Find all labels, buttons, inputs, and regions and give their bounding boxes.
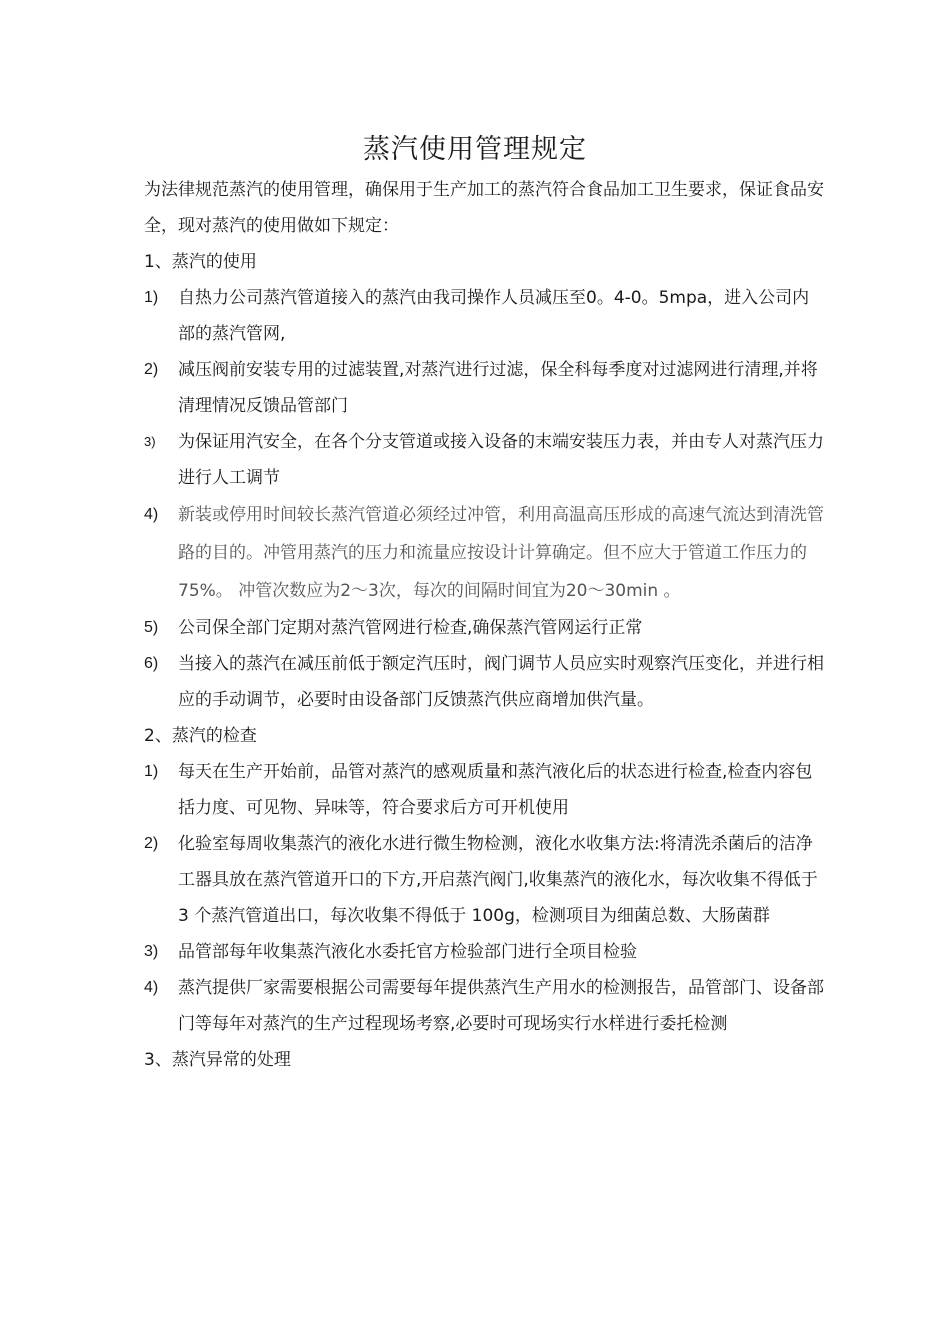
list-item: [144, 352, 824, 424]
list-item-text: 蒸汽提供厂家需要根据公司需要每年提供蒸汽生产用水的检测报告，品管部门、设备部门等每年对蒸汽的生产过程现场考察,必要时可现场实行水样进行委托检测: [178, 978, 824, 1034]
list-item: [144, 424, 824, 496]
list-item-text: 每天在生产开始前，品管对蒸汽的感观质量和蒸汽液化后的状态进行检查,检查内容包括力度、可见物、异味等，符合要求后方可开机使用: [178, 762, 813, 818]
intro-paragraph: 为法律规范蒸汽的使用管理，确保用于生产加工的蒸汽符合食品加工卫生要求，保证食品安全，现对蒸汽的使用做如下规定：: [144, 180, 824, 236]
list-item: [144, 496, 824, 610]
list-item: [144, 970, 824, 1042]
list-item-text: 公司保全部门定期对蒸汽管网进行检查,确保蒸汽管网运行正常: [178, 618, 643, 638]
section-heading-abnormal: 3、蒸汽异常的处理: [144, 1050, 291, 1070]
list-item: [144, 610, 824, 646]
list-item-number: 6): [144, 655, 159, 672]
document-title: 蒸汽使用管理规定: [363, 134, 587, 165]
list-item-number: 2): [144, 835, 159, 852]
list-item-text: 为保证用汽安全，在各个分支管道或接入设备的末端安装压力表，并由专人对蒸汽压力进行人工调节: [178, 432, 824, 488]
list-item: [144, 280, 824, 352]
list-item-number: 5): [144, 619, 159, 636]
list-item-text: 自热力公司蒸汽管道接入的蒸汽由我司操作人员减压至0。4-0。5mpa，进入公司内部的蒸汽管网,: [178, 288, 810, 344]
list-item-text: 新装或停用时间较长蒸汽管道必须经过冲管，利用高温高压形成的高速气流达到清洗管路的目的。冲管用蒸汽的压力和流量应按设计计算确定。但不应大于管道工作压力的75%。 冲管次数应为2～3次，每次的间隔时间宜为20～30min 。: [178, 505, 824, 601]
list-item-number: 3): [144, 943, 159, 960]
list-item-text: 品管部每年收集蒸汽液化水委托官方检验部门进行全项目检验: [178, 942, 637, 962]
document-body: [144, 172, 824, 1078]
list-item: [144, 754, 824, 826]
list-item-number: 1): [144, 763, 159, 780]
list-item: [144, 646, 824, 718]
list-item: [144, 826, 824, 934]
list-item-number: 4): [144, 506, 159, 523]
section-heading-inspection: 2、蒸汽的检查: [144, 726, 257, 746]
list-item-number: 2): [144, 361, 159, 378]
list-item-text: 化验室每周收集蒸汽的液化水进行微生物检测，液化水收集方法:将清洗杀菌后的洁净工器具放在蒸汽管道开口的下方,开启蒸汽阀门,收集蒸汽的液化水，每次收集不得低于 3 个蒸汽管道出口，每次收集不得低于 100g，检测项目为细菌总数、大肠菌群: [178, 834, 818, 926]
list-item-number: 4): [144, 979, 159, 996]
list-item: [144, 934, 824, 970]
list-item-text: 减压阀前安装专用的过滤装置,对蒸汽进行过滤，保全科每季度对过滤网进行清理,并将清理情况反馈品管部门: [178, 360, 818, 416]
list-item-number: 3): [144, 434, 156, 449]
section-heading-usage: 1、蒸汽的使用: [144, 252, 257, 272]
list-item-text: 当接入的蒸汽在减压前低于额定汽压时，阀门调节人员应实时观察汽压变化，并进行相应的手动调节，必要时由设备部门反馈蒸汽供应商增加供汽量。: [178, 654, 824, 710]
list-item-number: 1): [144, 289, 159, 306]
